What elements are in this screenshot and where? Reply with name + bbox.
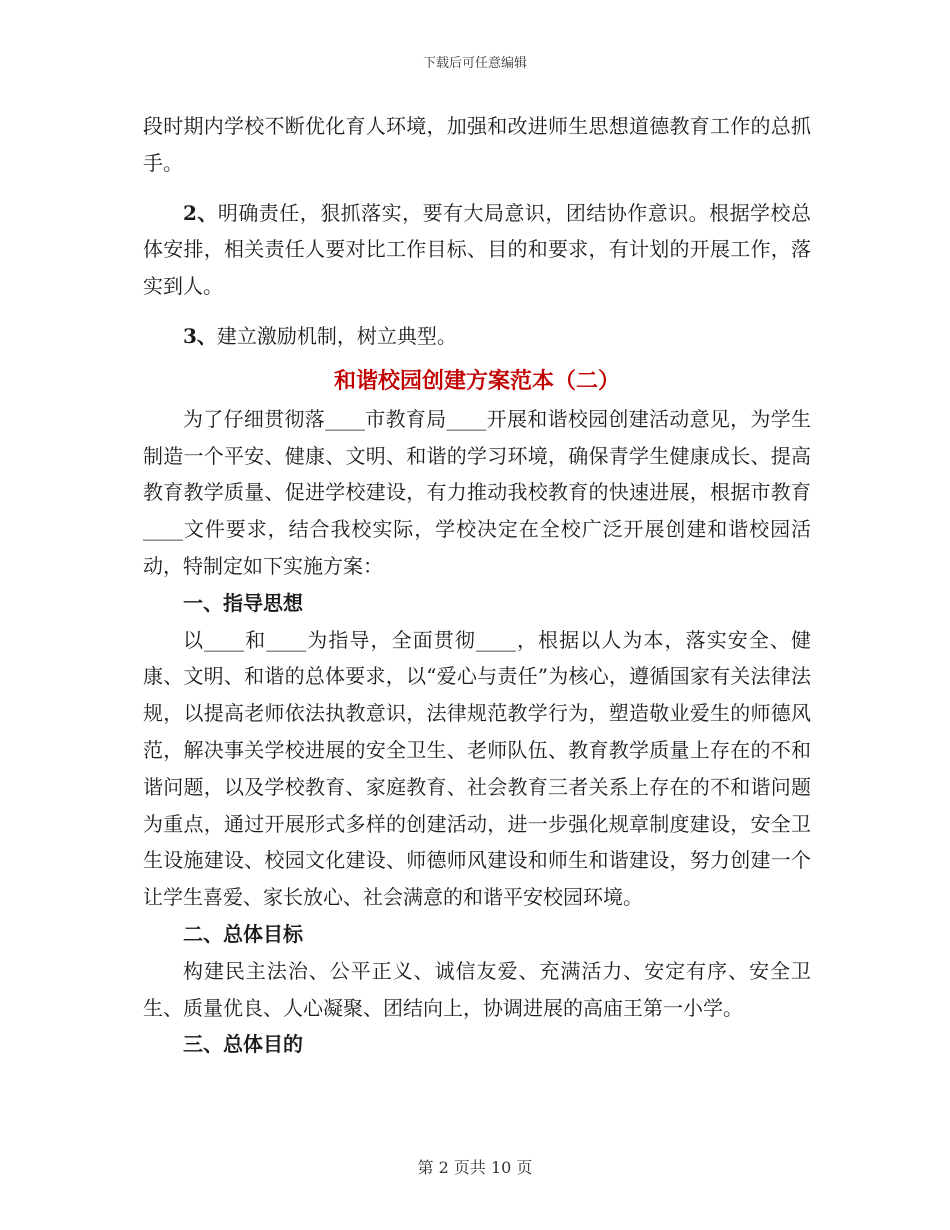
heading-overall-goal: 二、总体目标 — [183, 921, 303, 946]
section-title: 和谐校园创建方案范本（二） — [333, 367, 620, 394]
list-text-3: 建立激励机制，树立典型。 — [216, 323, 457, 348]
paragraph-overall-goal: 构建民主法治、公平正义、诚信友爱、充满活力、安定有序、安全卫生、质量优良、人心凝聚、团结向上，协调进展的高庙王第一小学。 — [143, 958, 811, 1020]
list-number-2: 2、 — [183, 200, 218, 225]
paragraph-guiding-ideology: 以____和____为指导，全面贯彻____，根据以人为本，落实安全、健康、文明、和谐的总体要求，以“爱心与责任”为核心，遵循国家有关法律法规，以提高老师依法执教意识，法律规范教学行为，塑造敬业爱生的师德风范，解决事关学校进展的安全卫生、老师队伍、教育教学质量上存在的不和谐问题，以及学校教育、家庭教育、社会教育三者关系上存在的不和谐问题为重点，通过开展形式多样的创建活动，进一步强化规章制度建设，安全卫生设施建设、校园文化建设、师德师风建设和师生和谐建设，努力创建一个让学生喜爱、家长放心、社会满意的和谐平安校园环境。 — [143, 627, 811, 910]
list-item-2 — [143, 195, 811, 305]
heading-overall-purpose: 三、总体目的 — [183, 1032, 303, 1057]
intro-paragraph: 为了仔细贯彻落____市教育局____开展和谐校园创建活动意见，为学生制造一个平安、健康、文明、和谐的学习环境，确保青学生健康成长、提高教育教学质量、促进学校建设，有力推动我校教育的快速进展，根据市教育____文件要求，结合我校实际，学校决定在全校广泛开展创建和谐校园活动，特制定如下实施方案： — [143, 406, 811, 578]
page-number-footer: 第 2 页共 10 页 — [417, 1158, 533, 1177]
paragraph-continued: 段时期内学校不断优化育人环境，加强和改进师生思想道德教育工作的总抓手。 — [143, 114, 811, 175]
document-body — [143, 108, 811, 1063]
list-item-3 — [143, 318, 811, 355]
header-note: 下载后可任意编辑 — [422, 56, 527, 71]
list-text-2: 明确责任，狠抓落实，要有大局意识，团结协作意识。根据学校总体安排，相关责任人要对比工作目标、目的和要求，有计划的开展工作，落实到人。 — [143, 200, 811, 299]
list-number-3: 3、 — [183, 323, 217, 348]
heading-guiding-ideology: 一、指导思想 — [183, 590, 303, 615]
